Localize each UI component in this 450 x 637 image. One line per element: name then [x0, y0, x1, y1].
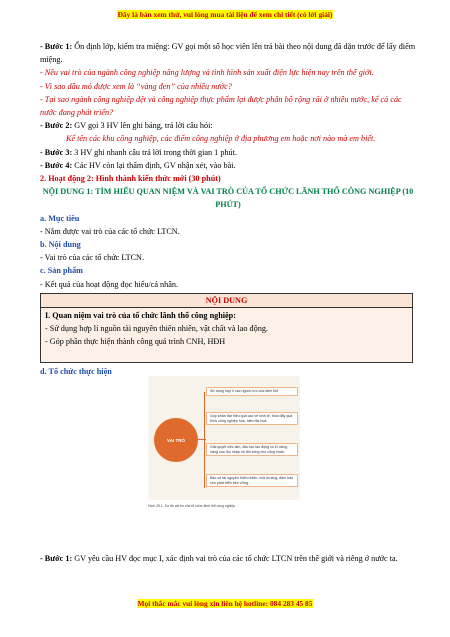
objective-heading: a. Mục tiêu [40, 213, 80, 223]
preview-banner: Đây là bản xem thử, vui lòng mua tài liệu để xem chi tiết (có lời giải) [117, 10, 333, 19]
content-box [40, 293, 413, 364]
role-diagram-figure [142, 376, 304, 526]
question-1: - Nêu vai trò của ngành công nghiệp năng lượng và tình hình sản xuất điện lực hiện nay trên thế giới. [40, 68, 374, 78]
content-heading: b. Nội dung [40, 240, 81, 250]
content-box-heading: I. Quan niệm vai trò của tổ chức lãnh thổ công nghiệp: [45, 310, 236, 320]
diagram-item-2: Góp phần đạt hiệu quả cao về kinh tế, thúc đẩy quá trình công nghiệp hoá, hiện đại hoá. [206, 412, 298, 425]
content-box-body [41, 308, 412, 363]
step-4: - Bước 4: Các HV còn lại thẩm định, GV nhận xét, vào bài. [40, 160, 236, 170]
activity-title: 2. Hoạt động 2: Hình thành kiến thức mới (30 phút) [40, 174, 221, 184]
step-3: - Bước 3: 3 HV ghi nhanh câu trả lời trong thời gian 1 phút. [40, 147, 237, 157]
final-step: - Bước 1: GV yêu cầu HV đọc mục I, xác định vai trò của các tổ chức LTCN trên thế giới và riêng ở nước ta. [40, 554, 398, 563]
hotline-footer: Mọi thắc mắc vui lòng xin liên hệ hotline: 084 283 45 85 [137, 599, 313, 608]
document-body-bottom [40, 552, 416, 565]
step-2-question: Kể tên các khu công nghiệp, các điểm công nghiệp ở địa phương em hoặc nơi nào mà em biết. [66, 134, 376, 144]
step-2: - Bước 2: GV gọi 3 HV lên ghi bảng, trả lời câu hỏi: [40, 121, 213, 131]
diagram-item-4: Bảo vệ tài nguyên thiên nhiên, môi trường, đảm bảo cho phát triển bền vững. [206, 474, 298, 487]
question-3: - Tại sao ngành công nghiệp dệt và công nghiệp thực phẩm lại được phân bố rộng rãi ở nhiều nước, kể cả các nước đang phát triển? [40, 94, 402, 118]
content-text: - Vai trò của các tổ chức LTCN. [40, 253, 145, 263]
product-heading: c. Sản phẩm [40, 266, 83, 276]
step-1: - Bước 1: Ổn định lớp, kiểm tra miệng: GV gọi một số học viên lên trả bài theo nội dung đã dặn trước để lấy điểm miệng. [40, 42, 416, 65]
figure-caption: Hình 25.1. Sơ đồ vai trò của tổ chức lãnh thổ công nghiệp [148, 504, 236, 508]
objective-text: - Nắm được vai trò của các tổ chức LTCN. [40, 226, 180, 236]
question-2: - Vì sao dầu mỏ được xem là “vàng đen” của nhiều nước? [40, 81, 232, 91]
product-text: - Kết quả của hoạt động đọc hiểu/cá nhân. [40, 279, 179, 289]
content-box-item-1: - Sử dụng hợp lí nguồn tài nguyên thiên nhiên, vật chất và lao động. [45, 324, 268, 334]
content-box-header: NỘI DUNG [41, 294, 412, 308]
content-title: NỘI DUNG 1: TÌM HIỂU QUAN NIỆM VÀ VAI TRÒ CỦA TỔ CHỨC LÃNH THỔ CÔNG NGHIỆP (10 PHÚT) [42, 187, 414, 210]
document-body [40, 40, 416, 379]
procedure-heading: d. Tổ chức thực hiện [40, 367, 112, 377]
diagram-item-1: Sử dụng hợp lí các nguồn lực của lãnh thổ [206, 387, 298, 396]
diagram-item-3: Giải quyết việc làm, đào tạo lao động có kĩ năng, nâng cao thu nhập và đời sống cho cộng nhân. [206, 443, 298, 456]
diagram-center-circle: VAI TRÒ [154, 418, 198, 462]
content-box-item-2: - Góp phần thực hiện thành công quá trình CNH, HĐH [45, 337, 226, 347]
connector-line [204, 392, 205, 488]
